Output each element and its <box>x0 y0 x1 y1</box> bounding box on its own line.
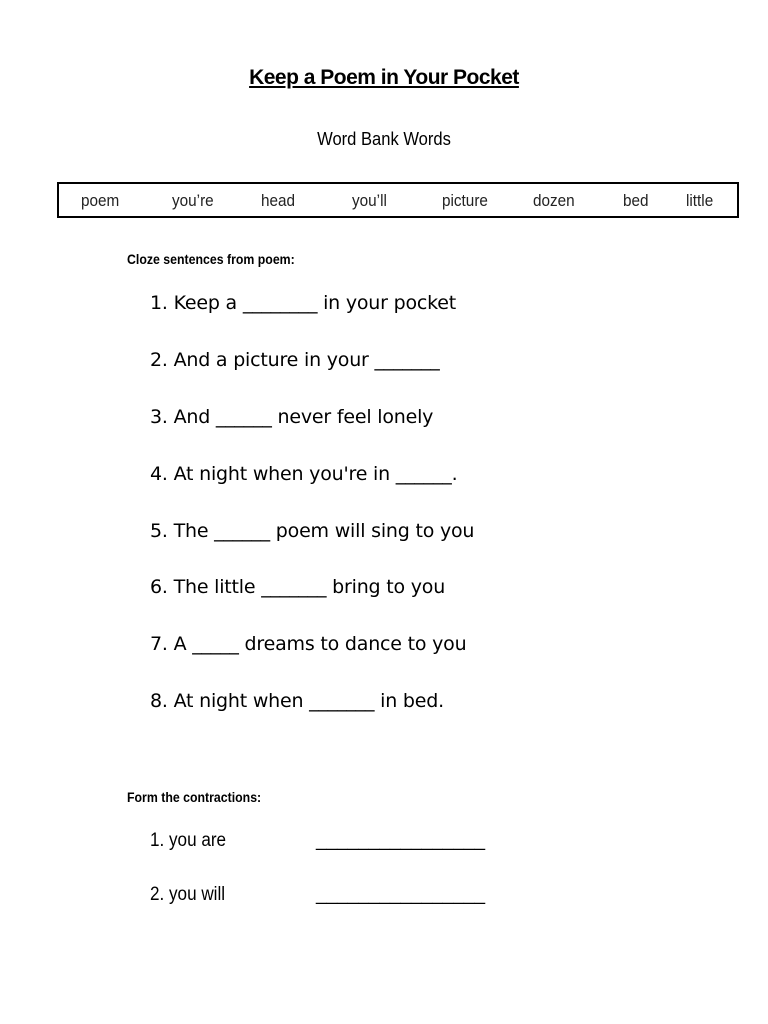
word-bank-word: dozen <box>533 191 575 210</box>
cloze-heading: Cloze sentences from poem: <box>127 251 295 267</box>
word-bank-word: little <box>686 191 714 210</box>
cloze-sentence: 5. The ______ poem will sing to you <box>150 520 475 542</box>
word-bank-word: poem <box>81 191 120 210</box>
word-bank-word: you’ll <box>352 191 387 210</box>
word-bank-heading: Word Bank Words <box>317 129 451 149</box>
word-bank-box <box>57 182 739 218</box>
cloze-sentence: 6. The little _______ bring to you <box>150 576 446 598</box>
cloze-sentence: 2. And a picture in your _______ <box>150 349 440 371</box>
word-bank-word: bed <box>623 191 649 210</box>
word-bank-word: picture <box>442 191 488 210</box>
cloze-sentence: 8. At night when _______ in bed. <box>150 690 444 712</box>
cloze-sentence: 3. And ______ never feel lonely <box>150 406 434 428</box>
page-title: Keep a Poem in Your Pocket <box>249 66 519 89</box>
contraction-blank: ________________ <box>316 884 486 905</box>
cloze-sentence: 1. Keep a ________ in your pocket <box>150 292 457 314</box>
word-bank-word: you’re <box>172 191 214 210</box>
contraction-prompt: 2. you will <box>150 884 226 905</box>
contraction-prompt: 1. you are <box>150 830 227 851</box>
contractions-heading: Form the contractions: <box>127 789 262 805</box>
contraction-blank: ________________ <box>316 830 486 851</box>
cloze-sentence: 4. At night when you're in ______. <box>150 463 458 485</box>
cloze-sentence: 7. A _____ dreams to dance to you <box>150 633 467 655</box>
word-bank-word: head <box>261 191 296 210</box>
